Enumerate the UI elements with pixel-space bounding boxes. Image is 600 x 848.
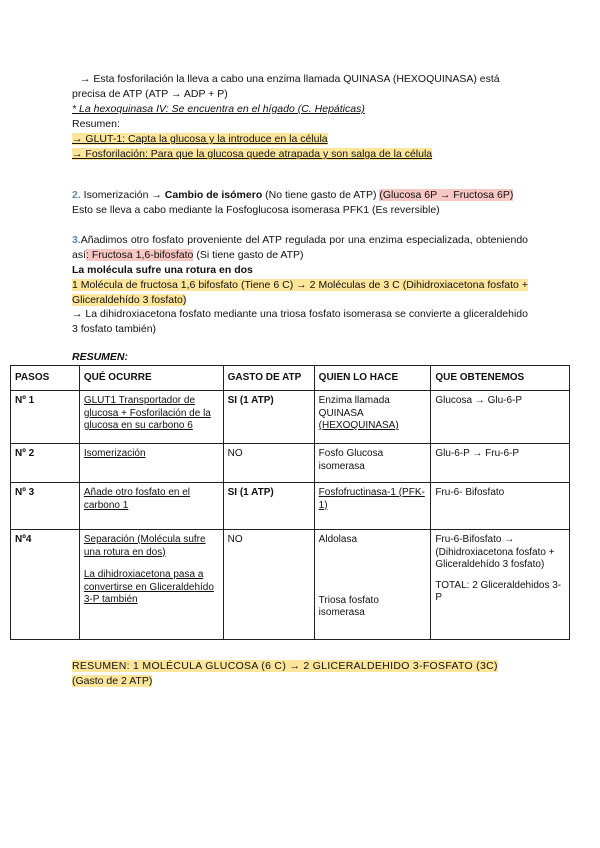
row-1-quien <box>314 391 431 444</box>
step-2-text-c: Esto se lleva a cabo mediante la Fosfoglucosa isomerasa PFK1 (Es reversible) <box>72 204 440 216</box>
step-2-text-a: Isomerización → <box>80 189 165 201</box>
glut1-summary: → GLUT-1: Capta la glucosa y la introduce en la célula <box>72 133 328 145</box>
step-3-highlight: : Fructosa 1,6-bifosfato <box>86 249 194 261</box>
row-2-paso: Nº 2 <box>11 444 80 483</box>
row-2-gasto: NO <box>223 444 314 483</box>
row-3-obtenemos: Fru-6- Bifosfato <box>431 483 570 530</box>
step-3-last-line: → La dihidroxiacetona fosfato mediante una triosa fosfato isomerasa se convierte a gliceraldehido 3 fosfato también) <box>72 308 528 335</box>
row-2-quien: Fosfo Glucosa isomerasa <box>314 444 431 483</box>
step-3-yellow-block <box>72 278 528 308</box>
resumen-label: Resumen: <box>72 118 120 130</box>
row-4-obtenemos-a: Fru-6-Bifosfato → (Dihidroxiacetona fosfato + Gliceraldehído 3 fosfato) <box>435 534 555 570</box>
final-summary-line-1: RESUMEN: 1 MOLÉCULA GLUCOSA (6 C) → 2 GLICERALDEHIDO 3-FOSFATO (3C) <box>72 660 498 672</box>
intro-section <box>72 72 528 162</box>
hexoquinasa-note: * La hexoquinasa IV: Se encuentra en el hígado (C. Hepáticas) <box>72 103 365 115</box>
step-3-text-a: Añadimos otro fosfato proveniente del ATP regulada por una enzima especializada, obteniendo así <box>72 234 528 261</box>
header-que-obtenemos: QUE OBTENEMOS <box>431 366 570 391</box>
row-1-paso: Nº 1 <box>11 391 80 444</box>
row-1-obtenemos: Glucosa → Glu-6-P <box>431 391 570 444</box>
final-summary-line-2: (Gasto de 2 ATP) <box>72 675 153 687</box>
row-3-ocurre: Añade otro fosfato en el carbono 1 <box>79 483 223 530</box>
step-2-bold: Cambio de isómero <box>164 189 263 201</box>
step-2-text-b: (No tiene gasto de ATP) <box>262 189 380 201</box>
row-4-gasto: NO <box>223 530 314 640</box>
summary-table <box>10 365 570 640</box>
fosforilacion-summary: → Fosforilación: Para que la glucosa quede atrapada y son salga de la célula <box>72 148 433 160</box>
step-3-text-b: (Si tiene gasto de ATP) <box>193 249 304 261</box>
final-summary <box>72 659 528 689</box>
row-4-ocurre-a: Separación (Molécula sufre una rotura en dos) <box>83 534 206 558</box>
row-3-paso: Nº 3 <box>11 483 80 530</box>
step-3-paragraph <box>72 233 528 263</box>
step-2-highlight: (Glucosa 6P → Fructosa 6P) <box>379 189 514 201</box>
intro-line-2: precisa de ATP (ATP → ADP + P) <box>72 88 228 100</box>
row-2-ocurre: Isomerización <box>79 444 223 483</box>
row-1-ocurre: GLUT1 Transportador de glucosa + Fosforilación de la glucosa en su carbono 6 <box>79 391 223 444</box>
resumen-title: RESUMEN: <box>72 351 129 363</box>
step-3-number: 3. <box>72 234 81 246</box>
row-3-gasto: SI (1 ATP) <box>223 483 314 530</box>
row-3-quien: Fosfofructinasa-1 (PFK-1) <box>314 483 431 530</box>
row-1-quien-a: Enzima llamada QUINASA <box>318 395 390 419</box>
step-2-number: 2. <box>72 189 81 201</box>
table-header-row <box>11 366 570 391</box>
step-2-paragraph <box>72 188 528 218</box>
row-4-paso: Nº4 <box>11 530 80 640</box>
row-1-quien-b: (HEXOQUINASA) <box>318 420 399 431</box>
header-pasos: PASOS <box>11 366 80 391</box>
row-4-ocurre <box>79 530 223 640</box>
step-3-bold-line: La molécula sufre una rotura en dos <box>72 264 253 276</box>
row-4-quien <box>314 530 431 640</box>
header-que-ocurre: QUÉ OCURRE <box>79 366 223 391</box>
row-4-quien-a: Aldolasa <box>318 534 358 545</box>
table-row <box>11 444 570 483</box>
intro-line-1: → Esta fosforilación la lleva a cabo una enzima llamada QUINASA (HEXOQUINASA) está <box>80 73 500 85</box>
row-4-quien-b: Triosa fosfato isomerasa <box>318 594 379 618</box>
table-row <box>11 530 570 640</box>
table-row <box>11 483 570 530</box>
header-gasto-atp: GASTO DE ATP <box>223 366 314 391</box>
row-4-obtenemos-b: TOTAL: 2 Gliceraldehidos 3-P <box>435 579 562 603</box>
header-quien-lo-hace: QUIEN LO HACE <box>314 366 431 391</box>
step-3-yellow-line: 1 Molécula de fructosa 1,6 bifosfato (Tiene 6 C) → 2 Moléculas de 3 C (Dihidroxiacetona fosfato + Gliceraldehído 3 fosfato) <box>72 279 528 306</box>
row-2-obtenemos: Glu-6-P → Fru-6-P <box>431 444 570 483</box>
row-4-obtenemos <box>431 530 570 640</box>
row-4-ocurre-b: La dihidroxiacetona pasa a convertirse en Gliceraldehído 3-P también <box>83 569 214 605</box>
table-row <box>11 391 570 444</box>
row-1-gasto: SI (1 ATP) <box>223 391 314 444</box>
